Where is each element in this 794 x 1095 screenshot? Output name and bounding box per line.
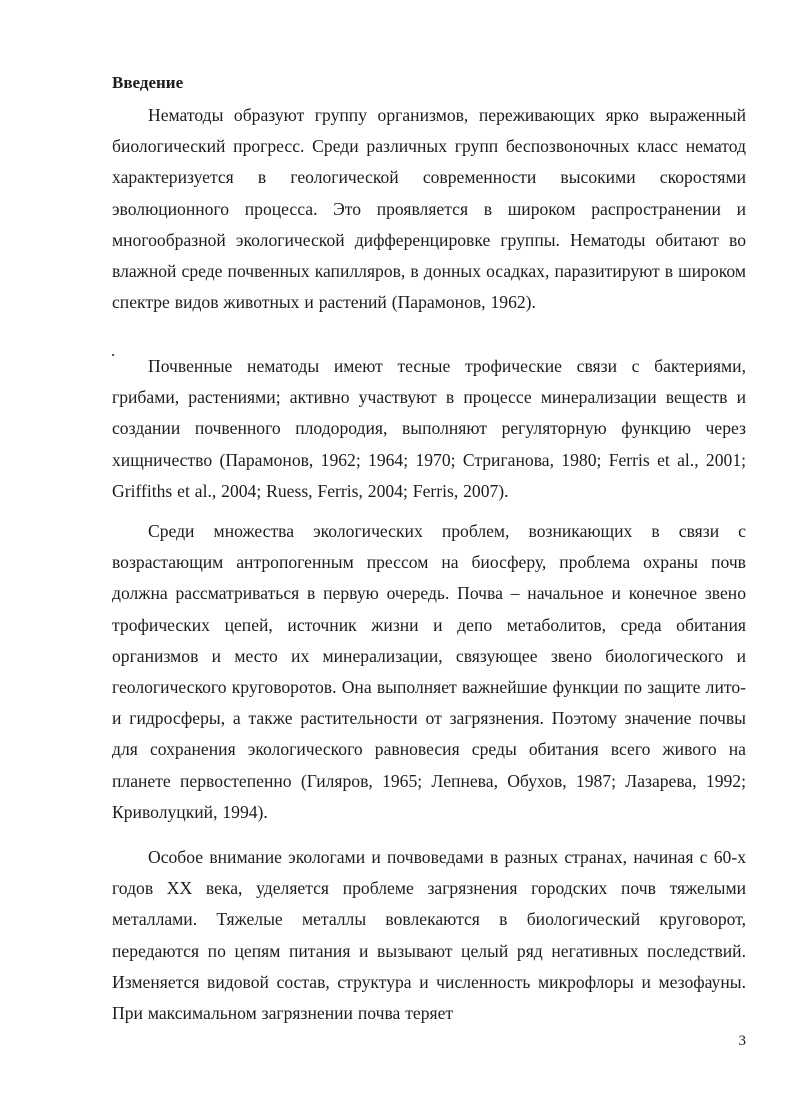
section-heading: Введение xyxy=(112,73,184,92)
page-number: 3 xyxy=(738,1033,746,1049)
paragraph-2: Почвенные нематоды имеют тесные трофические связи с бактериями, грибами, растениями; активно участвуют в процессе минерализации веществ и создании почвенного плодородия, выполняют регуляторную функцию через хищничество (Парамонов, 1962; 1964; 1970; Стриганова, 1980; Ferris et al., 2001; Griffiths et al., 2004; Ruess, Ferris, 2004; Ferris, 2007). xyxy=(112,356,746,501)
paragraph-1: Нематоды образуют группу организмов, переживающих ярко выраженный биологический прогресс. Среди различных групп беспозвоночных класс нематод характеризуется в геологической современности высокими скоростями эволюционного процесса. Это проявляется в широком распространении и многообразной экологической дифференцировке группы. Нематоды обитают во влажной среде почвенных капилляров, в донных осадках, паразитируют в широком спектре видов животных и растений (Парамонов, 1962). xyxy=(112,105,746,313)
paragraph-4: Особое внимание экологами и почвоведами в разных странах, начиная с 60-х годов XX века, уделяется проблеме загрязнения городских почв тяжелыми металлами. Тяжелые металлы вовлекаются в биологический круговорот, передаются по цепям питания и вызывают целый ряд негативных последствий. Изменяется видовой состав, структура и численность микрофлоры и мезофауны. При максимальном загрязнении почва теряет xyxy=(112,847,746,1024)
paragraph-3: Среди множества экологических проблем, возникающих в связи с возрастающим антропогенным прессом на биосферу, проблема охраны почв должна рассматриваться в первую очередь. Почва – начальное и конечное звено трофических цепей, источник жизни и депо метаболитов, среда обитания организмов и место их минерализации, связующее звено биологического и геологического круговоротов. Она выполняет важнейшие функции по защите лито- и гидросферы, а также растительности от загрязнения. Поэтому значение почвы для сохранения экологического равновесия среды обитания всего живого на планете первостепенно (Гиляров, 1965; Лепнева, Обухов, 1987; Лазарева, 1992; Криволуцкий, 1994). xyxy=(112,521,746,822)
